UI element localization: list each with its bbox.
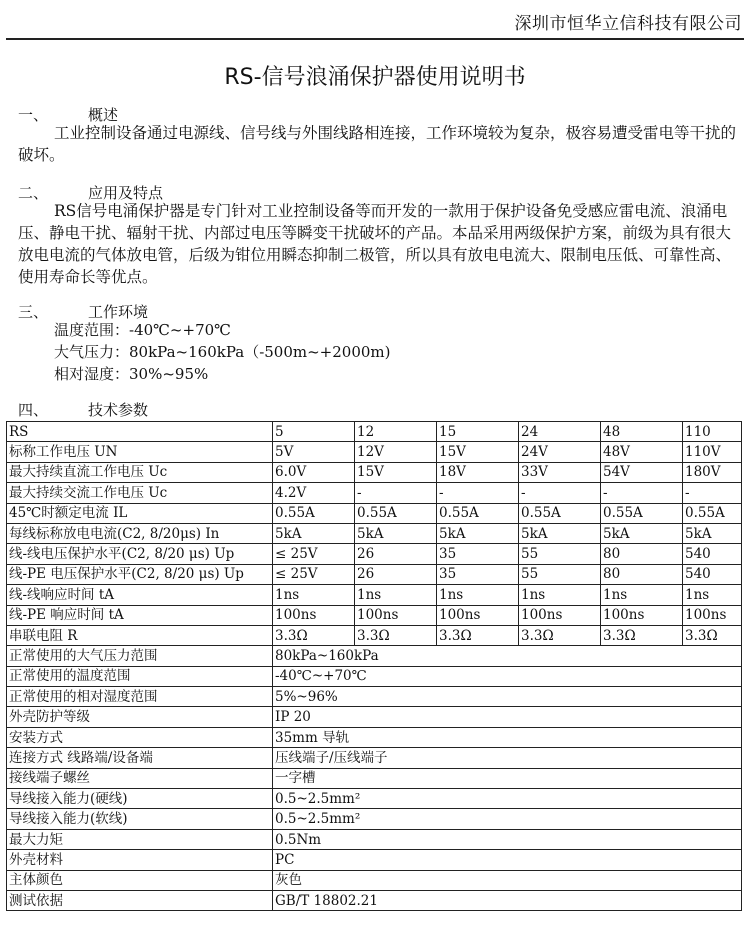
param-value-cell: 540 (683, 544, 742, 564)
features-text: RS信号电涌保护器是专门针对工业控制设备等而开发的一款用于保护设备免受感应雷电流、浪涌电压、静电干扰、辐射干扰、内部过电压等瞬变干扰破坏的产品。本品采用两级保护方案，前级为具有很大放电电流的气体放电管，后级为钳位用瞬态抑制二极管，所以具有放电电流大、限制电压低、可靠性高、使用寿命长等优点。 (18, 202, 732, 286)
table-row (7, 646, 742, 666)
section-number: 二、 (18, 184, 49, 202)
param-value-cell: 0.55A (601, 503, 683, 523)
param-value-cell: 15V (437, 442, 519, 462)
param-value-cell: 5kA (601, 523, 683, 543)
param-name-cell: 正常使用的相对湿度范围 (7, 687, 273, 707)
param-value-cell: 55 (519, 564, 601, 584)
param-value-cell: 4.2V (273, 483, 355, 503)
param-name-cell: 主体颜色 (7, 870, 273, 890)
param-value-cell: - (437, 483, 519, 503)
param-value-cell: 5%~96% (273, 687, 742, 707)
param-value-cell: - (355, 483, 437, 503)
param-value-cell: 24V (519, 442, 601, 462)
param-value-cell: 26 (355, 564, 437, 584)
section-title: 工作环境 (88, 303, 149, 321)
param-value-cell: 0.5~2.5mm² (273, 809, 742, 829)
section-number: 四、 (18, 401, 49, 419)
table-row (7, 483, 742, 503)
param-value-cell: 0.55A (683, 503, 742, 523)
param-value-cell: 3.3Ω (601, 625, 683, 645)
param-name-cell: 正常使用的温度范围 (7, 666, 273, 686)
header-rule (6, 38, 744, 40)
table-header-cell: 12 (355, 422, 437, 442)
param-value-cell: 100ns (683, 605, 742, 625)
param-value-cell: 5kA (683, 523, 742, 543)
table-header-cell: 15 (437, 422, 519, 442)
env-pressure: 大气压力：80kPa~160kPa（-500m~+2000m) (54, 343, 391, 361)
env-temperature: 温度范围：-40℃~+70℃ (54, 321, 231, 339)
param-value-cell: - (683, 483, 742, 503)
table-row (7, 462, 742, 482)
param-value-cell: 80kPa~160kPa (273, 646, 742, 666)
section-title: 应用及特点 (88, 184, 164, 202)
table-row (7, 605, 742, 625)
param-value-cell: 55 (519, 544, 601, 564)
param-value-cell: 80 (601, 544, 683, 564)
env-humidity: 相对湿度：30%~95% (54, 365, 209, 383)
param-value-cell: 100ns (355, 605, 437, 625)
param-name-cell: 最大持续直流工作电压 Uc (7, 462, 273, 482)
param-value-cell: 3.3Ω (273, 625, 355, 645)
param-value-cell: 12V (355, 442, 437, 462)
param-value-cell: 1ns (437, 585, 519, 605)
param-value-cell: 35 (437, 544, 519, 564)
table-row (7, 768, 742, 788)
section-title: 技术参数 (88, 401, 149, 419)
param-value-cell: 35mm 导轨 (273, 727, 742, 747)
table-header-cell: 24 (519, 422, 601, 442)
param-value-cell: 110V (683, 442, 742, 462)
param-name-cell: 接线端子螺丝 (7, 768, 273, 788)
param-value-cell: 80 (601, 564, 683, 584)
param-value-cell: 1ns (601, 585, 683, 605)
table-row (7, 789, 742, 809)
param-value-cell: PC (273, 850, 742, 870)
param-value-cell: 0.55A (519, 503, 601, 523)
section-number: 一、 (18, 106, 49, 124)
param-name-cell: 45℃时额定电流 IL (7, 503, 273, 523)
param-name-cell: 线-PE 电压保护水平(C2, 8/20 μs) Up (7, 564, 273, 584)
param-value-cell: IP 20 (273, 707, 742, 727)
param-name-cell: 连接方式 线路端/设备端 (7, 748, 273, 768)
param-value-cell: 0.55A (273, 503, 355, 523)
param-value-cell: 100ns (437, 605, 519, 625)
company-name: 深圳市恒华立信科技有限公司 (514, 14, 742, 34)
document-title: RS-信号浪涌保护器使用说明书 (224, 65, 526, 90)
table-row (7, 544, 742, 564)
param-value-cell: 48V (601, 442, 683, 462)
table-header-cell: 5 (273, 422, 355, 442)
param-value-cell: 26 (355, 544, 437, 564)
table-row (7, 727, 742, 747)
param-value-cell: 35 (437, 564, 519, 584)
table-row (7, 523, 742, 543)
param-value-cell: 5V (273, 442, 355, 462)
param-name-cell: 串联电阻 R (7, 625, 273, 645)
table-header-cell: RS (7, 422, 273, 442)
section-heading-tech (18, 399, 148, 420)
tech-params-table (6, 421, 742, 911)
param-name-cell: 外壳材料 (7, 850, 273, 870)
param-name-cell: 安装方式 (7, 727, 273, 747)
param-value-cell: ≤ 25V (273, 564, 355, 584)
param-name-cell: 线-线响应时间 tA (7, 585, 273, 605)
param-value-cell: 1ns (519, 585, 601, 605)
table-row (7, 666, 742, 686)
table-row (7, 564, 742, 584)
param-value-cell: GB/T 18802.21 (273, 890, 742, 910)
table-row (7, 442, 742, 462)
param-value-cell: 15V (355, 462, 437, 482)
param-name-cell: 标称工作电压 UN (7, 442, 273, 462)
table-row (7, 870, 742, 890)
param-value-cell: 3.3Ω (519, 625, 601, 645)
param-value-cell: -40℃~+70℃ (273, 666, 742, 686)
param-value-cell: 0.55A (437, 503, 519, 523)
table-header-row (7, 422, 742, 442)
param-value-cell: 1ns (273, 585, 355, 605)
param-value-cell: 5kA (355, 523, 437, 543)
param-value-cell: 1ns (355, 585, 437, 605)
param-value-cell: - (601, 483, 683, 503)
param-value-cell: 0.5~2.5mm² (273, 789, 742, 809)
table-header-cell: 48 (601, 422, 683, 442)
param-value-cell: 一字槽 (273, 768, 742, 788)
param-value-cell: 压线端子/压线端子 (273, 748, 742, 768)
param-name-cell: 导线接入能力(软线) (7, 809, 273, 829)
param-value-cell: - (519, 483, 601, 503)
param-value-cell: 3.3Ω (355, 625, 437, 645)
param-value-cell: 18V (437, 462, 519, 482)
param-value-cell: 6.0V (273, 462, 355, 482)
param-value-cell: 0.5Nm (273, 829, 742, 849)
param-value-cell: 100ns (519, 605, 601, 625)
param-name-cell: 最大持续交流工作电压 Uc (7, 483, 273, 503)
param-value-cell: ≤ 25V (273, 544, 355, 564)
param-value-cell: 100ns (601, 605, 683, 625)
param-name-cell: 线-PE 响应时间 tA (7, 605, 273, 625)
table-row (7, 850, 742, 870)
table-row (7, 707, 742, 727)
param-name-cell: 外壳防护等级 (7, 707, 273, 727)
table-row (7, 625, 742, 645)
param-value-cell: 3.3Ω (683, 625, 742, 645)
table-row (7, 503, 742, 523)
param-name-cell: 线-线电压保护水平(C2, 8/20 μs) Up (7, 544, 273, 564)
param-name-cell: 正常使用的大气压力范围 (7, 646, 273, 666)
section-title: 概述 (88, 106, 119, 124)
param-value-cell: 100ns (273, 605, 355, 625)
table-row (7, 829, 742, 849)
param-value-cell: 3.3Ω (437, 625, 519, 645)
param-value-cell: 0.55A (355, 503, 437, 523)
overview-text: 工业控制设备通过电源线、信号线与外围线路相连接，工作环境较为复杂，极容易遭受雷电等干扰的破坏。 (18, 124, 737, 164)
param-value-cell: 5kA (273, 523, 355, 543)
table-row (7, 809, 742, 829)
param-name-cell: 每线标称放电电流(C2, 8/20μs) In (7, 523, 273, 543)
param-value-cell: 33V (519, 462, 601, 482)
param-value-cell: 540 (683, 564, 742, 584)
param-value-cell: 54V (601, 462, 683, 482)
param-value-cell: 1ns (683, 585, 742, 605)
param-value-cell: 180V (683, 462, 742, 482)
param-name-cell: 最大力矩 (7, 829, 273, 849)
param-value-cell: 5kA (519, 523, 601, 543)
param-value-cell: 5kA (437, 523, 519, 543)
table-header-cell: 110 (683, 422, 742, 442)
section-number: 三、 (18, 303, 49, 321)
param-name-cell: 导线接入能力(硬线) (7, 789, 273, 809)
param-value-cell: 灰色 (273, 870, 742, 890)
table-row (7, 748, 742, 768)
table-row (7, 585, 742, 605)
table-row (7, 687, 742, 707)
table-row (7, 890, 742, 910)
param-name-cell: 测试依据 (7, 890, 273, 910)
